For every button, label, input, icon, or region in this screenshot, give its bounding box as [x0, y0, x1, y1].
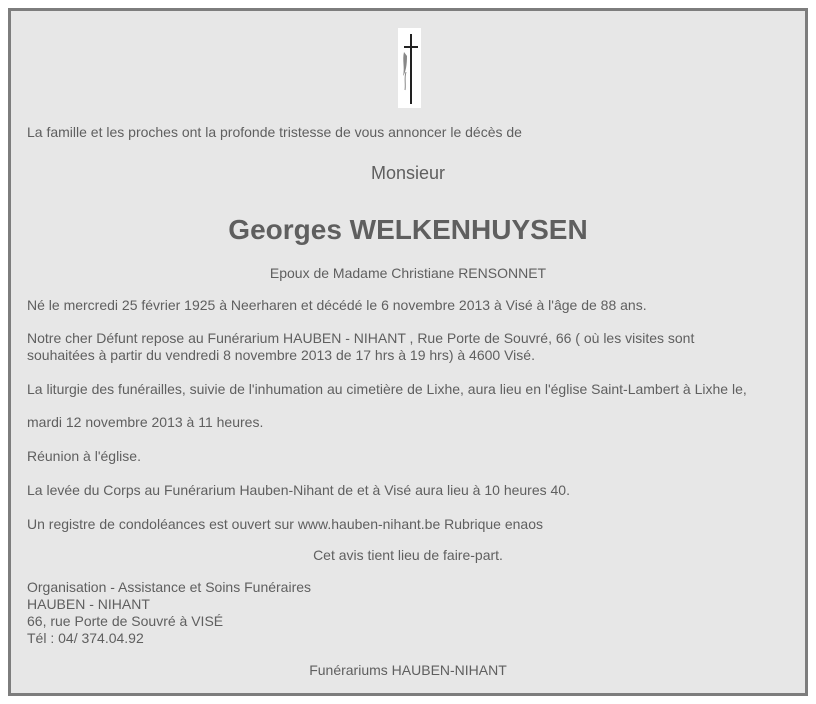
obituary-card	[8, 8, 808, 696]
cross-emblem	[398, 28, 421, 108]
birth-death-line: Né le mercredi 25 février 1925 à Neerharen et décédé le 6 novembre 2013 à Visé à l'âge de 88 ans.	[27, 297, 647, 313]
cross-icon	[398, 28, 421, 108]
repose-line-1: Notre cher Défunt repose au Funérarium HAUBEN - NIHANT , Rue Porte de Souvré, 66 ( où les visites sont	[27, 330, 695, 346]
liturgy-line: La liturgie des funérailles, suivie de l'inhumation au cimetière de Lixhe, aura lieu en l'église Saint-Lambert à Lixhe le,	[27, 381, 747, 397]
organisation-line-1: Organisation - Assistance et Soins Funéraires	[27, 579, 312, 595]
intro-text: La famille et les proches ont la profonde tristesse de vous annoncer le décès de	[27, 124, 522, 140]
organisation-line-3: 66, rue Porte de Souvré à VISÉ	[27, 613, 224, 629]
footer-line: Funérariums HAUBEN-NIHANT	[309, 662, 507, 678]
spouse-line: Epoux de Madame Christiane RENSONNET	[269, 265, 547, 281]
salutation: Monsieur	[370, 163, 446, 183]
notice-line: Cet avis tient lieu de faire-part.	[313, 547, 503, 563]
levee-line: La levée du Corps au Funérarium Hauben-Nihant de et à Visé aura lieu à 10 heures 40.	[27, 482, 570, 498]
organisation-line-2: HAUBEN - NIHANT	[27, 596, 150, 612]
liturgy-date-line: mardi 12 novembre 2013 à 11 heures.	[27, 414, 264, 430]
repose-line-2: souhaitées à partir du vendredi 8 novembre 2013 de 17 hrs à 19 hrs) à 4600 Visé.	[27, 347, 535, 363]
registry-line: Un registre de condoléances est ouvert sur www.hauben-nihant.be Rubrique enaos	[27, 516, 543, 532]
organisation-phone: Tél : 04/ 374.04.92	[27, 630, 144, 646]
deceased-name: Georges WELKENHUYSEN	[228, 214, 588, 245]
reunion-line: Réunion à l'église.	[27, 448, 141, 464]
